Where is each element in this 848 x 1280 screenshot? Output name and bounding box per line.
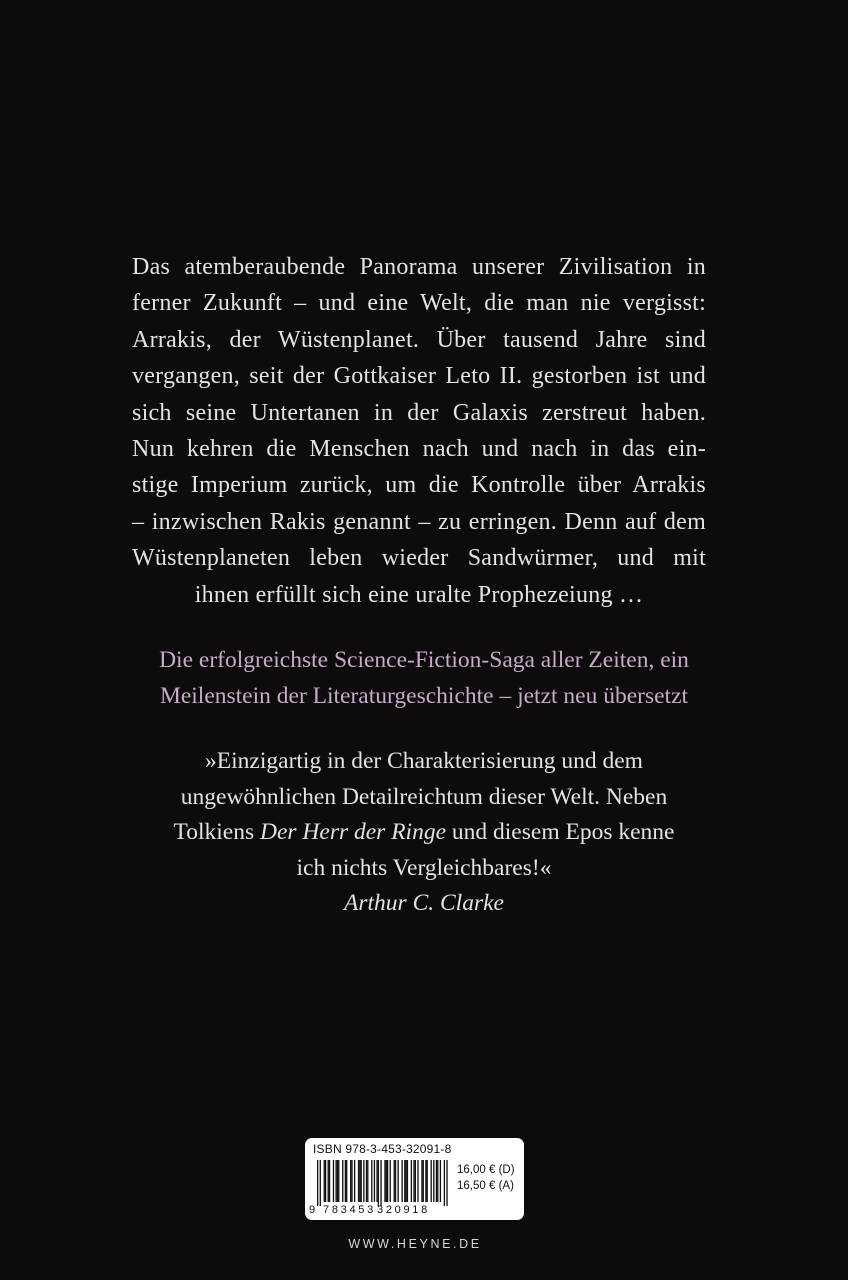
barcode-bar [338,1160,339,1202]
barcode-bar [359,1160,360,1202]
barcode-bar [437,1160,438,1202]
barcode-bar [387,1160,388,1202]
barcode-bar [335,1160,336,1202]
isbn-number: ISBN 978-3-453-32091-8 [313,1142,452,1156]
quote-line-2: ungewöhnlichen Detailreichtum dieser Welt. Neben [180,783,668,810]
barcode-bar [411,1160,412,1202]
barcode-bar [329,1160,330,1202]
tagline-line-2: Meilenstein der Literaturgeschichte – jetzt neu übersetzt [159,683,689,709]
barcode-bar [367,1160,368,1202]
barcode-bar [423,1160,424,1202]
barcode-bar [415,1160,416,1202]
barcode-label [305,1138,524,1220]
barcode-bar [413,1160,414,1202]
tagline [100,642,748,714]
barcode-digits-left: 783453 [323,1204,376,1216]
barcode-bar [390,1160,391,1202]
barcode-bar [384,1160,385,1202]
barcode-bar [328,1160,329,1202]
quote-author-name: Arthur C. Clarke [344,890,504,916]
barcode-bar [386,1160,387,1202]
barcode-bar [440,1160,441,1202]
quote-line-1: »Einzigartig in der Charakterisierung und dem [205,748,643,774]
blurb-line: Nun kehren die Menschen nach und nach in das ein- [132,435,706,462]
barcode-bar [361,1160,362,1202]
barcode-bar [325,1160,326,1202]
barcode-bar [425,1160,426,1202]
barcode-bar [358,1160,359,1202]
barcode-bar [324,1160,325,1202]
barcode-bar [320,1160,321,1206]
quote-line-3-end: und diesem Epos kenne [446,819,675,845]
blurb-line: Arrakis, der Wüstenplanet. Über tausend Jahre sind [132,326,706,353]
quote-line-4: ich nichts Vergleichbares!« [296,854,552,881]
blurb-line: sich seine Untertanen in der Galaxis zerstreut haben. [132,399,706,426]
barcode-bar [427,1160,428,1202]
barcode-bar [431,1160,432,1202]
blurb-line: Wüstenplaneten leben wieder Sandwürmer, und mit [132,545,706,572]
quote-line-3-start: Tolkiens [173,819,261,845]
barcode-bar [421,1160,422,1202]
barcode-bar [345,1160,346,1202]
blurb-line: stige Imperium zurück, um die Kontrolle über Arrakis [132,472,706,499]
barcode-bar [417,1160,418,1202]
barcode-digit-first: 9 [309,1204,316,1216]
barcode-bar [350,1160,351,1202]
publisher-website: WWW.HEYNE.DE [348,1237,482,1251]
barcode-bar [394,1160,395,1202]
barcode-bar [404,1160,405,1202]
review-quote [100,744,748,922]
price-germany: 16,00 € (D) [457,1164,515,1176]
barcode-bars [317,1160,449,1208]
barcode-bar [371,1160,372,1202]
blurb-line: ferner Zukunft – und eine Welt, die man nie vergisst: [132,290,706,317]
barcode-bar [351,1160,352,1202]
blurb-line: – inzwischen Rakis genannt – zu erringen. Denn auf dem [132,508,706,535]
barcode-bar [337,1160,338,1202]
barcode-bar [354,1160,355,1202]
barcode-bar [444,1160,445,1206]
barcode-bar [436,1160,437,1202]
barcode-bar [346,1160,347,1202]
barcode-bar [380,1160,381,1206]
barcode-bar [433,1160,434,1202]
blurb-line: vergangen, seit der Gottkaiser Leto II. gestorben ist und [132,363,706,390]
barcode-bar [342,1160,343,1202]
barcode-digits-right: 320918 [377,1204,430,1216]
blurb-line-last: ihnen erfüllt sich eine uralte Prophezeiung … [194,581,644,608]
price-austria: 16,50 € (A) [457,1180,514,1192]
barcode-bar [363,1160,364,1202]
barcode-bar [366,1160,367,1202]
barcode-bar [333,1160,334,1202]
barcode-bar [374,1160,375,1202]
quote-author [100,886,748,922]
barcode-bar [378,1160,379,1206]
quote-line-3 [100,815,748,851]
barcode-bar [395,1160,396,1202]
tagline-line-1: Die erfolgreichste Science-Fiction-Saga aller Zeiten, ein [159,647,689,673]
barcode-bar [405,1160,406,1202]
barcode-bar [407,1160,408,1202]
barcode-bar [376,1160,377,1202]
book-title: Der Herr der Ringe [260,819,447,845]
barcode-bar [446,1160,447,1206]
blurb-line: Das atemberaubende Panorama unserer Zivilisation in [132,254,706,280]
blurb-text [132,249,706,613]
barcode-bar [401,1160,402,1202]
barcode-bar [398,1160,399,1202]
barcode-bar [317,1160,318,1206]
